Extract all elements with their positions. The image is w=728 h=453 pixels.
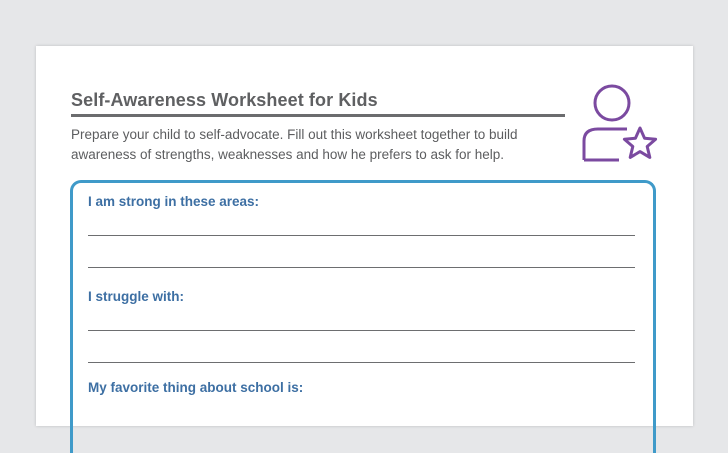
title-underline [71,114,565,117]
answer-line[interactable] [88,267,635,268]
intro-line-2: awareness of strengths, weaknesses and how he prefers to ask for help. [71,147,504,162]
prompt-strengths: I am strong in these areas: [88,194,260,209]
intro-line-1: Prepare your child to self-advocate. Fill out this worksheet together to build [71,127,518,142]
answer-line[interactable] [88,362,635,363]
answer-line[interactable] [88,235,635,236]
worksheet-title: Self-Awareness Worksheet for Kids [71,90,378,110]
intro-text [71,125,551,165]
worksheet-page [36,46,693,426]
answer-line[interactable] [88,330,635,331]
prompt-favorite-school: My favorite thing about school is: [88,380,304,395]
response-box [70,180,656,453]
person-star-icon [581,84,661,166]
prompt-struggles: I struggle with: [88,289,184,304]
